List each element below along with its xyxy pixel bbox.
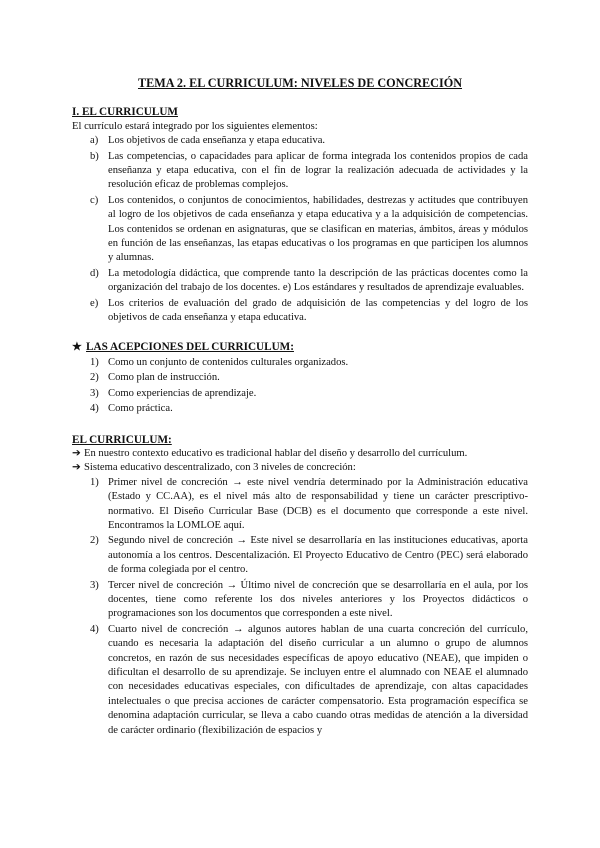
list-marker: 3) (90, 387, 99, 399)
list-marker: 3) (90, 579, 99, 591)
list-item-text: Cuarto nivel de concreción → algunos autores hablan de una cuarta concreción del currículo, cuando es necesaria la adaptación del diseño curricular a un alumno o grupo de alumnos concretos, en razón de sus necesidades específicas de apoyo educativo (NEAE), que impiden o dificultan el desarrollo de su aprendizaje. Se incluyen entre el alumnado con NEAE el alumnado con necesidades educativas especiales, con dificultades de aprendizaje, con altas capacidades intelectuales o que precisa acciones de carácter compensatorio. Esta programación específica se denomina adaptación curricular, se lleva a cabo cuando otras medidas de atención a la diversidad de carácter ordinario (flexibilización de espacios y (108, 623, 528, 736)
list-item-text: Como plan de instrucción. (108, 372, 220, 384)
document-page (72, 76, 528, 739)
list-item-text: Los objetivos de cada enseñanza y etapa educativa. (108, 135, 326, 147)
arrow-line-text: Sistema educativo descentralizado, con 3 niveles de concreción: (84, 462, 356, 474)
list-item-text: Como un conjunto de contenidos culturales organizados. (108, 356, 349, 368)
list-item-text: Tercer nivel de concreción → Último nivel de concreción que se desarrollaría en el aula, por los docentes, tiene como referente los dos niveles anteriores y los Proyectos didácticos o programaciones son los documentos que corresponden a este nivel. (108, 579, 528, 620)
list-item-text: Como práctica. (108, 403, 173, 415)
section-intro: El currículo estará integrado por los siguientes elementos: (72, 120, 318, 132)
list-item-text: Como experiencias de aprendizaje. (108, 387, 257, 399)
section-heading-el-curriculum: EL CURRICULUM: (72, 433, 172, 446)
list-item (72, 371, 528, 385)
list-marker: 2) (90, 535, 99, 547)
list-marker: a) (90, 135, 99, 147)
list-item (72, 476, 528, 534)
list-item-text: Segundo nivel de concreción → Este nivel se desarrollaría en las instituciones educativas, aporta autonomía a los centros. Descentalización. El Proyecto Educativo de Centro (PEC) será elaborado de forma colegiada por el centro. (108, 535, 528, 576)
list-item-text: Primer nivel de concreción → este nivel vendría determinado por la Administración educativa (Estado y CC.AA), es el nivel más alto de responsabilidad y tiene un carácter prescriptivo-normativo. El Diseño Curricular Base (DCB) es el documento que corresponde a este nivel. Encontramos la LOMLOE aquí. (108, 476, 528, 531)
document-title: TEMA 2. EL CURRICULUM: NIVELES DE CONCRECIÓN (137, 76, 463, 90)
list-item (72, 623, 528, 738)
section-heading-curriculum: I. EL CURRICULUM (72, 106, 178, 119)
list-item (72, 387, 528, 401)
list-item (72, 194, 528, 266)
list-marker: 1) (90, 356, 99, 368)
arrow-line-text: En nuestro contexto educativo es tradicional hablar del diseño y desarrollo del currículum. (84, 447, 468, 459)
section-heading-acepciones (72, 340, 528, 354)
list-marker: b) (90, 150, 99, 162)
list-marker: 4) (90, 403, 99, 415)
list-item (72, 150, 528, 193)
list-marker: e) (90, 297, 99, 309)
list-item-text: Las competencias, o capacidades para aplicar de forma integrada los contenidos propios de cada enseñanza y etapa educativa, con el fin de lograr la realización adecuada de actividades y la resolución eficaz de problemas complejos. (108, 150, 528, 191)
niveles-list (72, 476, 528, 738)
list-marker: 1) (90, 476, 99, 488)
arrow-right-icon: ➔ (72, 447, 81, 459)
list-marker: d) (90, 267, 99, 279)
list-item (72, 534, 528, 577)
acepciones-list (72, 356, 528, 417)
list-item (72, 356, 528, 370)
list-marker: 2) (90, 372, 99, 384)
list-item (72, 297, 528, 326)
list-marker: c) (90, 194, 99, 206)
list-item (72, 134, 528, 148)
list-item (72, 402, 528, 416)
arrow-right-icon: ➔ (72, 462, 81, 474)
section-heading-text: LAS ACEPCIONES DEL CURRICULUM: (86, 340, 294, 353)
arrow-line (72, 447, 528, 461)
list-item-text: Los contenidos, o conjuntos de conocimientos, habilidades, destrezas y actitudes que contribuyen al logro de los objetivos de cada enseñanza y etapa educativa y a la adquisición de competencias. Los contenidos se ordenan en asignaturas, que se clasifican en materias, ámbitos, áreas y módulos en función de las enseñanzas, las etapas educativas o los programas en que participen los alumnos y alumnas. (108, 194, 528, 264)
list-marker: 4) (90, 623, 99, 635)
arrow-line (72, 461, 528, 475)
list-item (72, 579, 528, 622)
list-item-text: La metodología didáctica, que comprende tanto la descripción de las prácticas docentes como la organización del trabajo de los docentes. e) Los estándares y resultados de aprendizaje evaluables. (108, 267, 528, 294)
list-item-text: Los criterios de evaluación del grado de adquisición de las competencias y del logro de los objetivos de cada enseñanza y etapa educativa. (108, 297, 528, 324)
list-item (72, 267, 528, 296)
star-icon: ★ (72, 340, 83, 353)
curriculum-elements-list (72, 134, 528, 325)
